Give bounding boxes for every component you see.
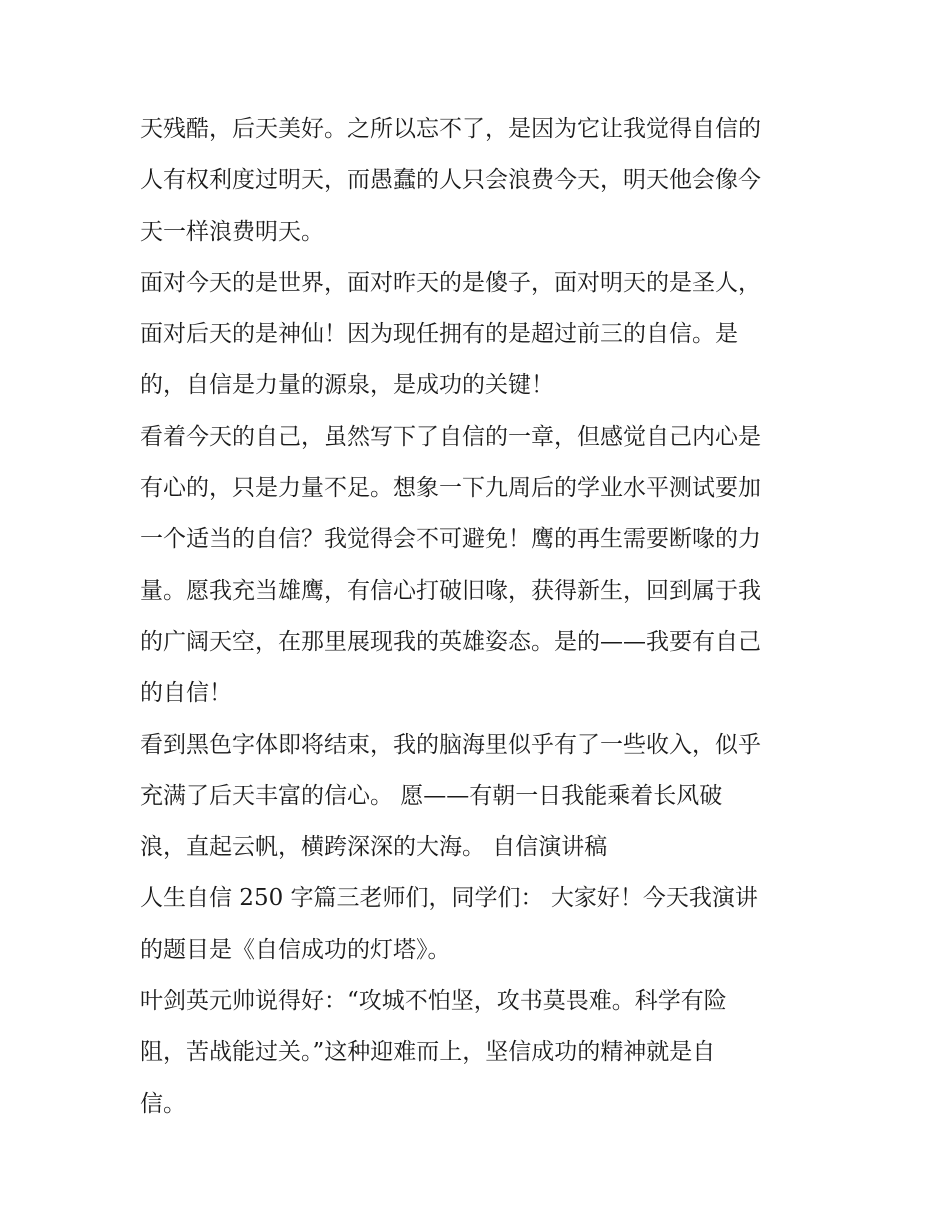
text-line: 一个适当的自信？我觉得会不可避免！鹰的再生需要断喙的力 — [140, 526, 761, 553]
text-line: 叶剑英元帅说得好：“攻城不怕坚，攻书莫畏难。科学有险 — [140, 988, 727, 1015]
text-line: 人有权利度过明天，而愚蠢的人只会浪费今天，明天他会像今 — [140, 167, 761, 194]
text-line: 有心的，只是力量不足。想象一下九周后的学业水平测试要加 — [140, 475, 761, 502]
text-line: 天一样浪费明天。 — [140, 218, 324, 245]
text-line: 的，自信是力量的源泉，是成功的关键！ — [140, 372, 554, 399]
text-line: 充满了后天丰富的信心。 愿——有朝一日我能乘着长风破 — [140, 782, 723, 809]
text-line: 阻，苦战能过关。”这种迎难而上，坚信成功的精神就是自 — [140, 1039, 716, 1066]
text-line: 天残酷，后天美好。之所以忘不了，是因为它让我觉得自信的 — [140, 116, 761, 142]
text-line: 量。愿我充当雄鹰，有信心打破旧喙，获得新生，回到属于我 — [140, 577, 761, 604]
text-line: 面对今天的是世界，面对昨天的是傻子，面对明天的是圣人， — [140, 269, 761, 296]
text-line: 看到黑色字体即将结束，我的脑海里似乎有了一些收入，似乎 — [140, 731, 761, 758]
text-line: 的广阔天空，在那里展现我的英雄姿态。是的——我要有自己 — [140, 628, 761, 655]
text-line: 面对后天的是神仙！因为现任拥有的是超过前三的自信。是 — [140, 321, 738, 348]
text-line: 看着今天的自己，虽然写下了自信的一章，但感觉自己内心是 — [140, 423, 761, 450]
text-line: 人生自信 250 字篇三老师们，同学们： 大家好！今天我演讲 — [140, 885, 758, 912]
text-line: 信。 — [140, 1090, 186, 1117]
text-line: 的题目是《自信成功的灯塔》。 — [140, 936, 451, 963]
text-line: 浪，直起云帆，横跨深深的大海。 自信演讲稿 — [140, 834, 608, 861]
document-body — [140, 104, 830, 1130]
text-line: 的自信！ — [140, 680, 232, 707]
